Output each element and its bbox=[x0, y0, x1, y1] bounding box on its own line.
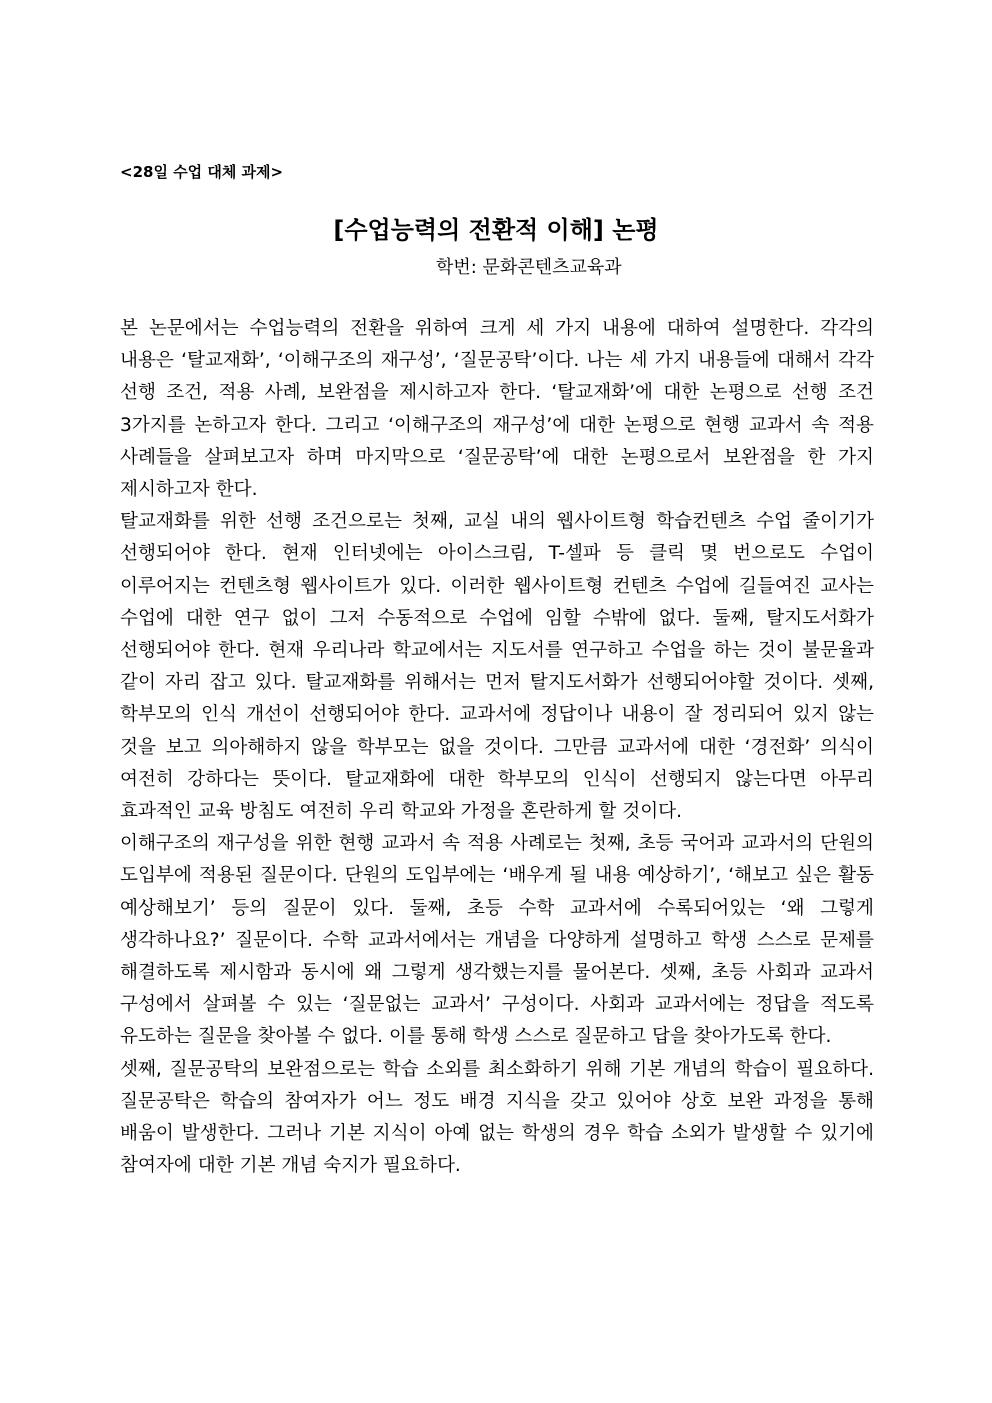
assignment-header-note: <28일 수업 대체 과제> bbox=[120, 163, 284, 181]
paragraph-question-deposit-supplement: 셋째, 질문공탁의 보완점으로는 학습 소외를 최소화하기 위해 기본 개념의 학습이 필요하다. 질문공탁은 학습의 참여자가 어느 정도 배경 지식을 갖고 있어야 상호 보완 과정을 통해 배움이 발생한다. 그러나 기본 지식이 아예 없는 학생의 경우 학습 소외가 발생할 수 있기에 참여자에 대한 기본 개념 숙지가 필요하다. bbox=[120, 1058, 874, 1177]
paragraph-introduction: 본 논문에서는 수업능력의 전환을 위하여 크게 세 가지 내용에 대하여 설명한다. 각각의 내용은 ‘탈교재화’, ‘이해구조의 재구성’, ‘질문공탁’이다. 나는 세 가지 내용들에 대해서 각각 선행 조건, 적용 사례, 보완점을 제시하고자 한다. ‘탈교재화’에 대한 논평으로 선행 조건 3가지를 논하고자 한다. 그리고 ‘이해구조의 재구성’에 대한 논평으로 현행 교과서 속 적용 사례들을 살펴보고자 하며 마지막으로 ‘질문공탁’에 대한 논평으로서 보완점을 한 가지 제시하고자 한다. bbox=[120, 318, 874, 501]
student-byline: 학번: 문화콘텐츠교육과 bbox=[436, 257, 622, 278]
document-title: [수업능력의 전환적 이해] 논평 bbox=[333, 216, 659, 244]
paragraph-de-textbook-preconditions: 탈교재화를 위한 선행 조건으로는 첫째, 교실 내의 웹사이트형 학습컨텐츠 수업 줄이기가 선행되어야 한다. 현재 인터넷에는 아이스크림, T-셀파 등 클릭 몇 번으로도 수업이 이루어지는 컨텐츠형 웹사이트가 있다. 이러한 웹사이트형 컨텐츠 수업에 길들여진 교사는 수업에 대한 연구 없이 그저 수동적으로 수업에 임할 수밖에 없다. 둘째, 탈지도서화가 선행되어야 한다. 현재 우리나라 학교에서는 지도서를 연구하고 수업을 하는 것이 불문율과 같이 자리 잡고 있다. 탈교재화를 위해서는 먼저 탈지도서화가 선행되어야할 것이다. 셋째, 학부모의 인식 개선이 선행되어야 한다. 교과서에 정답이나 내용이 잘 정리되어 있지 않는 것을 보고 의아해하지 않을 학부모는 없을 것이다. 그만큼 교과서에 대한 ‘경전화’ 의식이 여전히 강하다는 뜻이다. 탈교재화에 대한 학부모의 인식이 선행되지 않는다면 아무리 효과적인 교육 방침도 여전히 우리 학교와 가정을 혼란하게 할 것이다. bbox=[120, 511, 874, 823]
paragraph-restructuring-examples: 이해구조의 재구성을 위한 현행 교과서 속 적용 사례로는 첫째, 초등 국어과 교과서의 단원의 도입부에 적용된 질문이다. 단원의 도입부에는 ‘배우게 될 내용 예상하기’, ‘해보고 싶은 활동 예상해보기’ 등의 질문이 있다. 둘째, 초등 수학 교과서에 수록되어있는 ‘왜 그렇게 생각하나요?’ 질문이다. 수학 교과서에서는 개념을 다양하게 설명하고 학생 스스로 문제를 해결하도록 제시함과 동시에 왜 그렇게 생각했는지를 물어본다. 셋째, 초등 사회과 교과서 구성에서 살펴볼 수 있는 ‘질문없는 교과서’ 구성이다. 사회과 교과서에는 정답을 적도록 유도하는 질문을 찾아볼 수 없다. 이를 통해 학생 스스로 질문하고 답을 찾아가도록 한다. bbox=[120, 833, 874, 1048]
body-text bbox=[120, 313, 874, 1182]
